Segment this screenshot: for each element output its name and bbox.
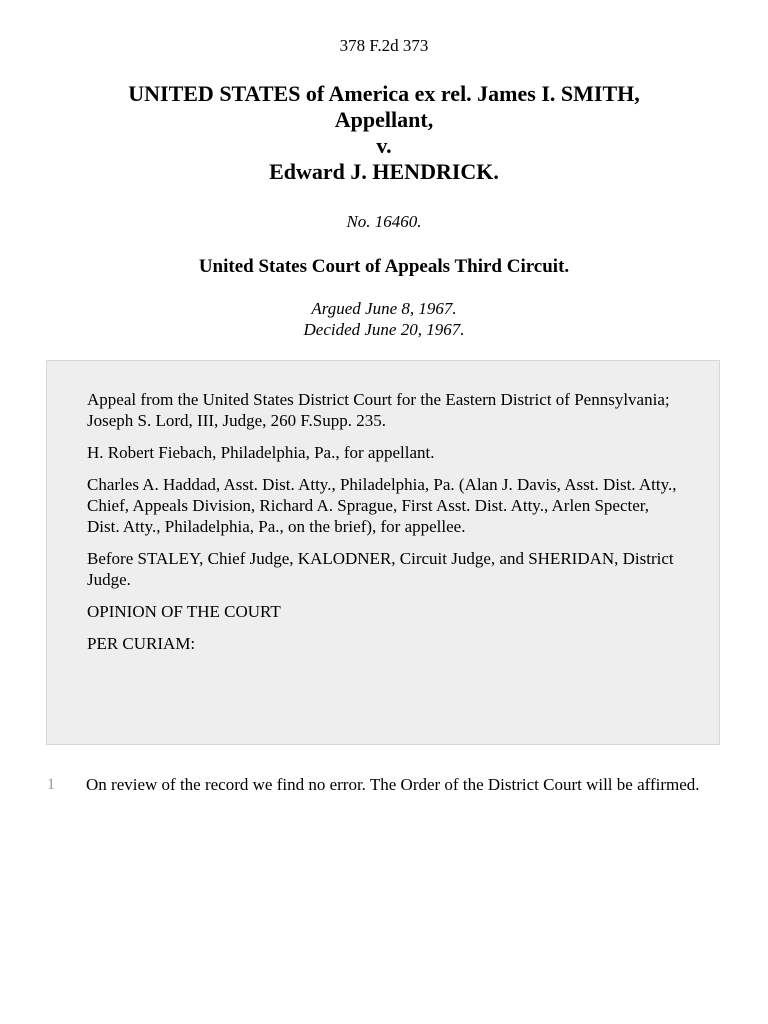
- headnote-box: [46, 360, 720, 745]
- caption-party-appellee: Edward J. HENDRICK.: [269, 159, 499, 184]
- opinion-heading: OPINION OF THE COURT: [87, 602, 281, 621]
- case-caption: [60, 81, 708, 185]
- case-dates: [0, 298, 768, 340]
- caption-versus: v.: [376, 133, 392, 158]
- paragraph-text: On review of the record we find no error. The Order of the District Court will be affirmed.: [86, 775, 700, 794]
- paragraph-number: 1: [47, 776, 55, 793]
- caption-role-appellant: Appellant,: [334, 107, 434, 132]
- argued-date: Argued June 8, 1967.: [311, 299, 457, 318]
- appeal-statement: Appeal from the United States District Court for the Eastern District of Pennsylvania; Joseph S. Lord, III, Judge, 260 F.Supp. 235.: [87, 390, 670, 430]
- per-curiam: PER CURIAM:: [87, 634, 196, 653]
- decided-date: Decided June 20, 1967.: [303, 320, 465, 339]
- appellant-counsel: H. Robert Fiebach, Philadelphia, Pa., for appellant.: [87, 443, 435, 462]
- docket-number: No. 16460.: [346, 212, 422, 231]
- citation: 378 F.2d 373: [339, 36, 429, 55]
- appellee-counsel: Charles A. Haddad, Asst. Dist. Atty., Philadelphia, Pa. (Alan J. Davis, Asst. Dist. Atty., Chief, Appeals Division, Richard A. Sprague, First Asst. Dist. Atty., Arlen Specter, Dist. Atty., Philadelphia, Pa., on the brief), for appellee.: [87, 475, 677, 536]
- panel-judges: Before STALEY, Chief Judge, KALODNER, Circuit Judge, and SHERIDAN, District Judge.: [87, 549, 674, 589]
- court-name: United States Court of Appeals Third Circuit.: [198, 256, 570, 277]
- caption-party-appellant: UNITED STATES of America ex rel. James I. SMITH,: [128, 81, 640, 106]
